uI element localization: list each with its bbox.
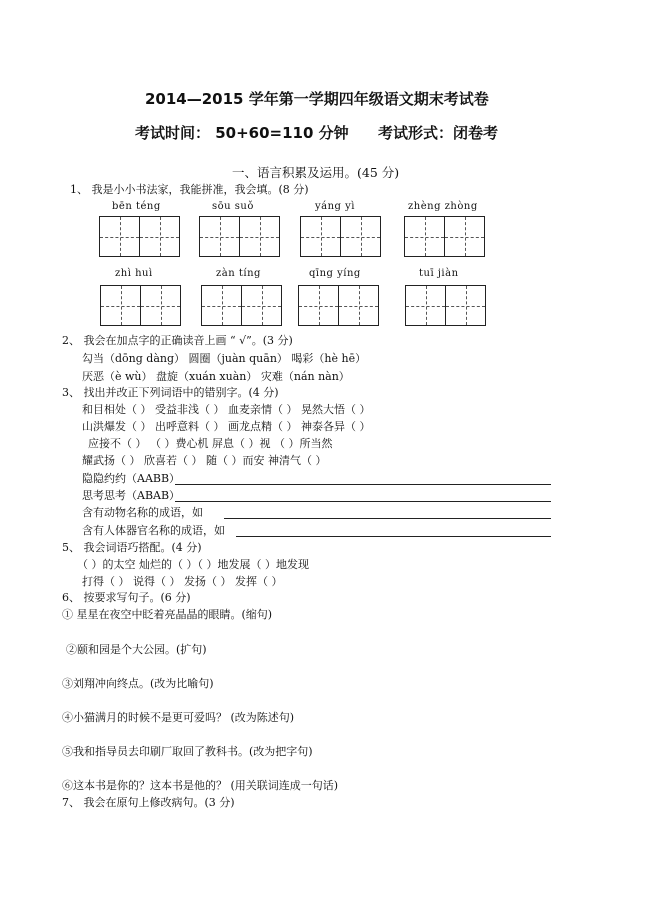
fill-label: 含有人体器官名称的成语，如 — [82, 524, 225, 537]
q7-prompt: 7、 我会在原句上修改病句。(3 分) — [62, 796, 235, 809]
q5-line: 打得（ ） 说得（ ） 发扬（ ） 发挥（ ） — [82, 575, 283, 588]
q2-line: 厌恶（è wù） 盘旋（xuán xuàn） 灾难（nán nàn） — [82, 370, 350, 383]
q3-prompt: 3、 找出并改正下列词语中的错别字。(4 分) — [62, 386, 279, 399]
q1-prompt: 1、 我是小小书法家，我能拼准，我会填。(8 分) — [70, 183, 309, 196]
q6-sentence: ④小猫满月的时候不是更可爱吗？ (改为陈述句) — [62, 711, 295, 724]
q6-sentence: ③刘翔冲向终点。(改为比喻句) — [62, 677, 214, 690]
q2-line: 勾当（dōng dàng） 圆圈（juàn quān） 喝彩（hè hē） — [82, 352, 367, 365]
writing-grid[interactable] — [298, 285, 378, 326]
writing-grid[interactable] — [405, 285, 485, 326]
q2-prompt: 2、 我会在加点字的正确读音上画 “ √”。(3 分) — [62, 334, 293, 347]
pinyin-label: zhì huì — [115, 268, 153, 279]
answer-line[interactable] — [175, 501, 551, 502]
q3-line: 耀武扬（ ） 欣喜若（ ） 随（ ）而安 神清气（ ） — [82, 454, 327, 467]
q6-sentence: ②颐和园是个大公园。(扩句) — [66, 643, 207, 656]
pinyin-label: qīng yíng — [309, 268, 361, 279]
q6-sentence: ⑥这本书是你的？这本书是他的？ (用关联词连成一句话) — [62, 779, 339, 792]
exam-form: 考试形式：闭卷考 — [378, 124, 499, 142]
q6-prompt: 6、 按要求写句子。(6 分) — [62, 591, 191, 604]
writing-grid[interactable] — [201, 285, 281, 326]
writing-grid[interactable] — [300, 216, 380, 257]
fill-label: 隐隐约约（AABB） — [82, 472, 181, 485]
pinyin-label: zàn tíng — [216, 268, 261, 279]
writing-grid[interactable] — [99, 216, 179, 257]
fill-label: 含有动物名称的成语，如 — [82, 506, 203, 519]
pinyin-label: bēn téng — [112, 201, 161, 212]
pinyin-label: zhèng zhòng — [408, 201, 478, 212]
pinyin-label: tuī jiàn — [419, 268, 459, 279]
pinyin-label: sōu suǒ — [212, 201, 254, 212]
q6-sentence: ⑤我和指导员去印刷厂取回了教科书。(改为把字句) — [62, 745, 313, 758]
q3-line: 和目相处（ ） 受益非浅（ ） 血麦亲情（ ） 晃然大悟（ ） — [82, 403, 371, 416]
exam-time: 考试时间： 50+60=110 分钟 — [135, 124, 349, 142]
section-title: 一、语言积累及运用。(45 分) — [232, 165, 400, 180]
pinyin-label: yáng yì — [315, 201, 355, 212]
q3-line: 山洪爆发（ ） 出呼意料（ ） 画龙点精（ ） 神泰各异（ ） — [82, 420, 371, 433]
q5-prompt: 5、 我会词语巧搭配。(4 分) — [62, 541, 202, 554]
q3-line: 应接不（ ） （ ）费心机 屏息（ ）视 （ ）所当然 — [88, 437, 333, 450]
q5-line: （ ）的太空 灿烂的（ ）（ ）地发展（ ）地发现 — [77, 558, 309, 571]
writing-grid[interactable] — [404, 216, 484, 257]
answer-line[interactable] — [236, 536, 551, 537]
answer-line[interactable] — [224, 518, 551, 519]
writing-grid[interactable] — [100, 285, 180, 326]
writing-grid[interactable] — [199, 216, 279, 257]
answer-line[interactable] — [175, 484, 551, 485]
fill-label: 思考思考（ABAB） — [82, 489, 181, 502]
q6-sentence: ① 星星在夜空中眨着亮晶晶的眼睛。(缩句) — [62, 608, 273, 621]
exam-title: 2014—2015 学年第一学期四年级语文期末考试卷 — [145, 90, 489, 108]
